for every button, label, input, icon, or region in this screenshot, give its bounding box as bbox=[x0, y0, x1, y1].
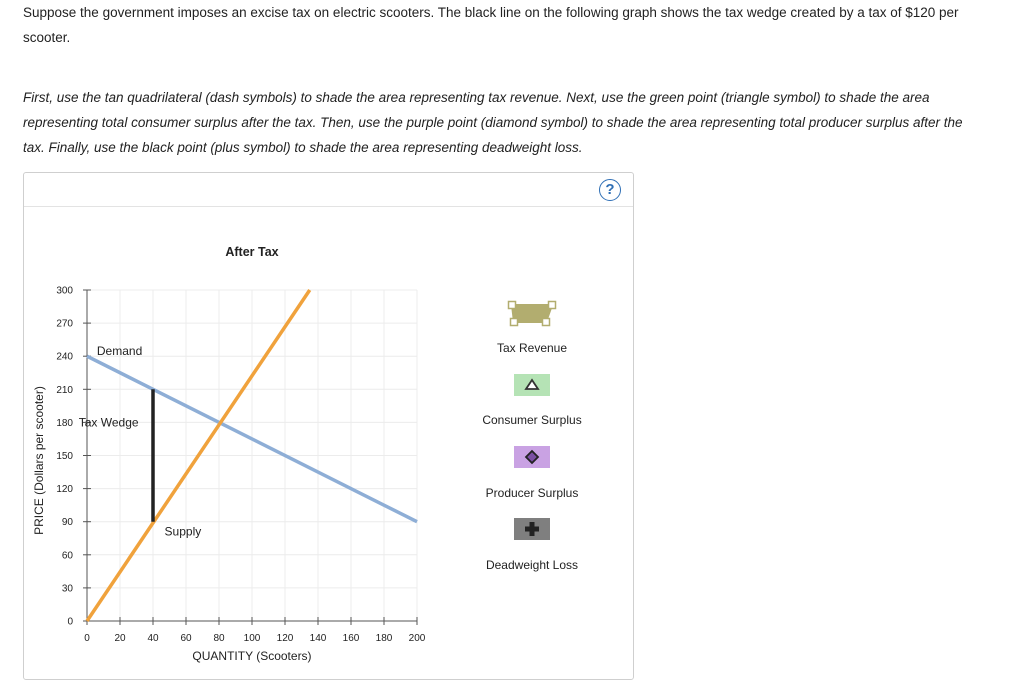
y-tick-label: 300 bbox=[56, 285, 73, 297]
x-tick-label: 40 bbox=[147, 633, 159, 644]
x-tick-label: 60 bbox=[180, 633, 192, 644]
y-tick-label: 120 bbox=[56, 484, 73, 496]
producer-surplus-legend-label: Producer Surplus bbox=[485, 486, 579, 500]
y-tick-label: 240 bbox=[56, 351, 73, 363]
question-text: Suppose the government imposes an excise tax on electric scooters. The black line on the following graph shows the tax wedge created by a tax of $120 per scooter. bbox=[23, 5, 959, 45]
x-tick-label: 100 bbox=[243, 633, 261, 644]
instructions-text: First, use the tan quadrilateral (dash symbols) to shade the area representing tax revenue. Next, use the green point (triangle symbol) to shade the area representing total consumer surplus after the tax. Then, use the purple point (diamond symbol) to shade the area representing total producer surplus after the tax. Finally, use the black point (plus symbol) to shade the area representing deadweight loss. bbox=[23, 90, 963, 155]
x-tick-label: 180 bbox=[375, 633, 393, 644]
deadweight-loss-legend-label: Deadweight Loss bbox=[485, 558, 579, 572]
x-tick-label: 0 bbox=[84, 633, 90, 644]
x-tick-label: 140 bbox=[309, 633, 327, 644]
y-tick-label: 150 bbox=[56, 451, 73, 462]
x-tick-label: 160 bbox=[342, 633, 360, 644]
y-tick-label: 210 bbox=[56, 384, 73, 396]
graph-panel bbox=[23, 172, 634, 680]
supply-label: Supply bbox=[164, 524, 202, 539]
x-tick-label: 20 bbox=[114, 633, 126, 644]
chart-title: After Tax bbox=[225, 245, 279, 259]
y-tick-label: 0 bbox=[67, 616, 73, 628]
x-tick-label: 80 bbox=[213, 633, 225, 644]
consumer-surplus-legend-label: Consumer Surplus bbox=[482, 413, 582, 427]
after-tax-chart[interactable] bbox=[24, 173, 633, 679]
tax-wedge-label: Tax Wedge bbox=[78, 415, 139, 430]
tax-revenue-legend-label: Tax Revenue bbox=[496, 341, 568, 355]
dash-handle-icon bbox=[511, 319, 518, 326]
y-tick-label: 270 bbox=[56, 318, 73, 330]
dash-handle-icon bbox=[509, 302, 516, 309]
dash-handle-icon bbox=[543, 319, 550, 326]
help-button[interactable]: ? bbox=[599, 179, 621, 201]
y-tick-label: 180 bbox=[56, 417, 73, 429]
x-tick-label: 200 bbox=[408, 633, 426, 644]
demand-label: Demand bbox=[96, 343, 143, 358]
y-tick-label: 90 bbox=[61, 517, 73, 529]
y-tick-label: 60 bbox=[61, 550, 73, 562]
x-axis-title: QUANTITY (Scooters) bbox=[192, 649, 312, 663]
x-tick-label: 120 bbox=[276, 633, 294, 644]
y-axis-title: PRICE (Dollars per scooter) bbox=[32, 386, 46, 535]
y-tick-label: 30 bbox=[61, 583, 73, 595]
dash-handle-icon bbox=[549, 302, 556, 309]
